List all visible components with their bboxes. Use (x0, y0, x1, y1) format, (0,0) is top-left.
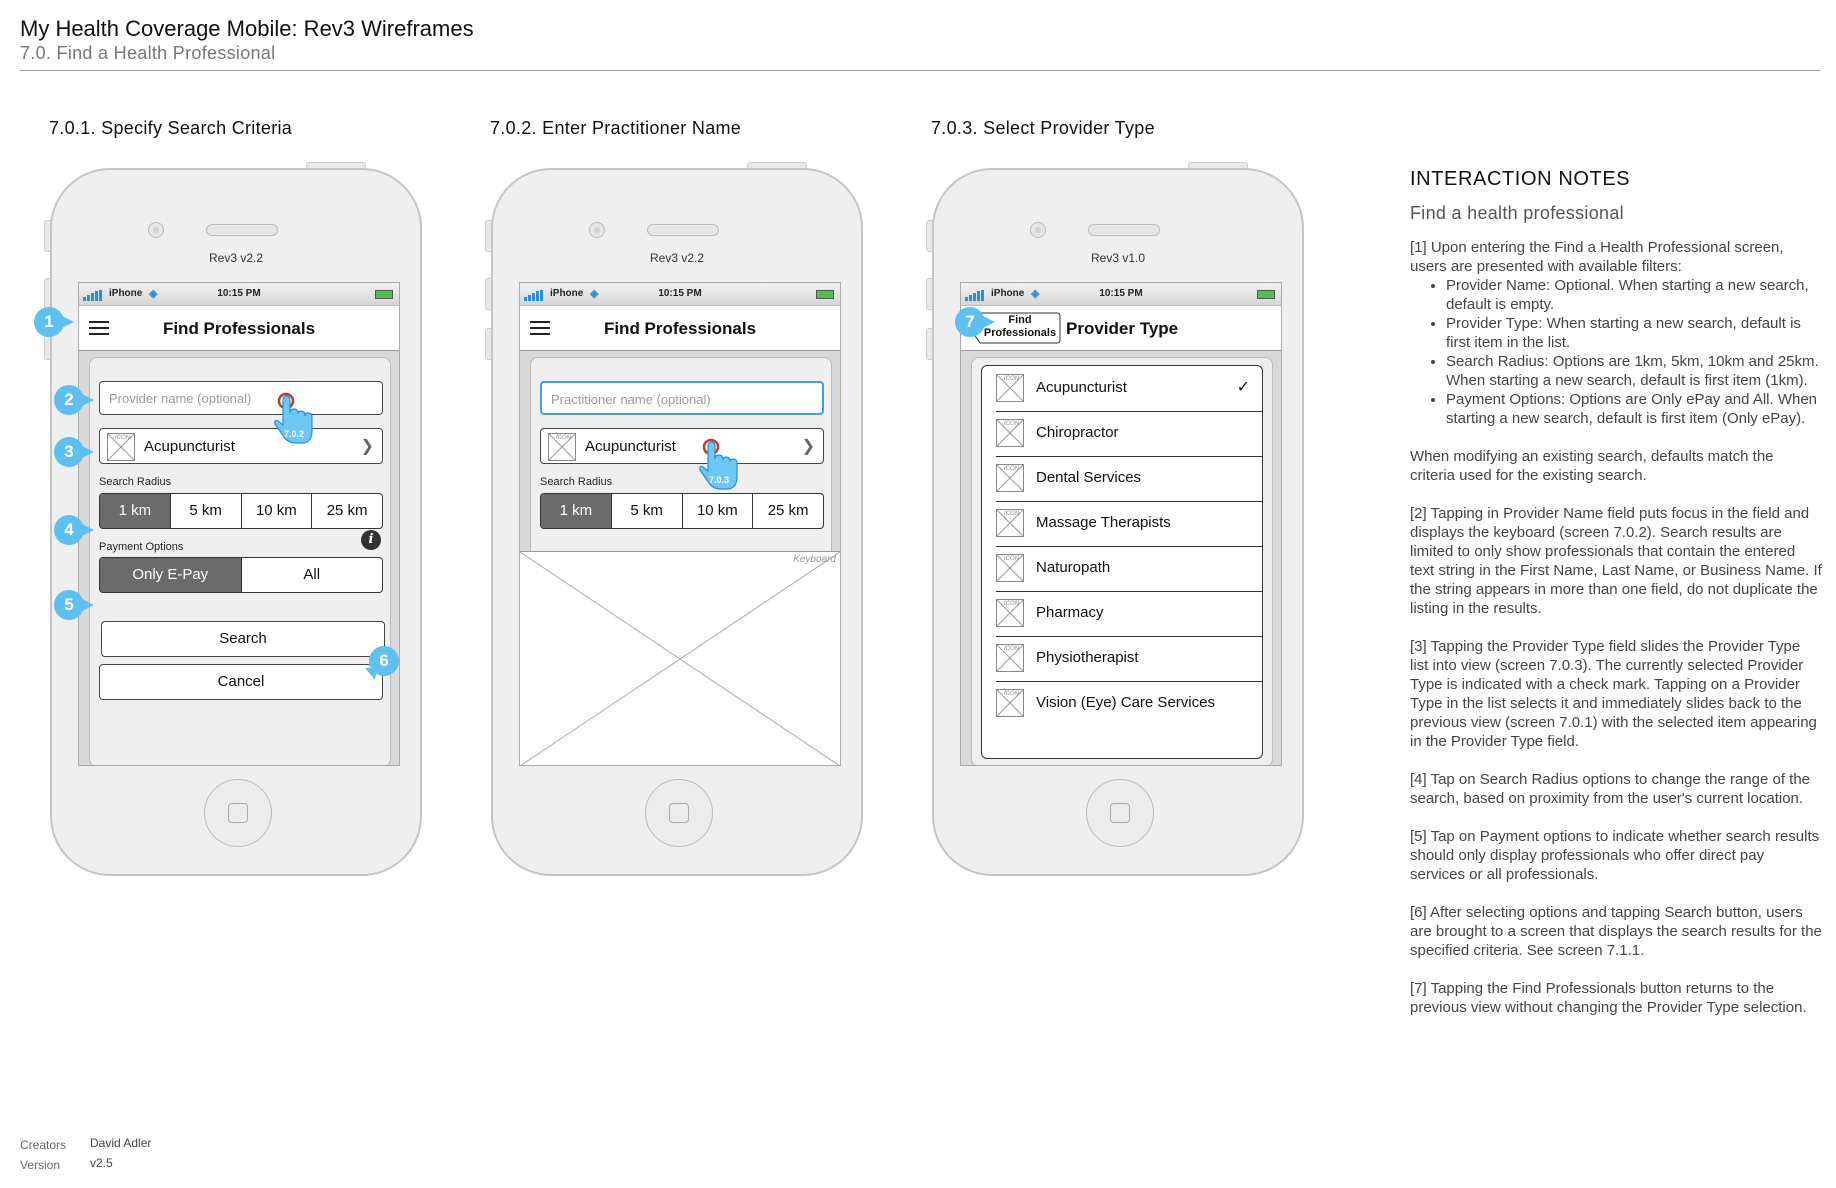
list-item[interactable] (996, 456, 1262, 502)
tap-target-label: 7.0.3 (708, 475, 730, 485)
icon-placeholder-label: ICON (1004, 466, 1019, 472)
phone-body (932, 168, 1304, 876)
callout-6: 6 (369, 646, 399, 676)
home-button[interactable] (1086, 779, 1154, 847)
search-radius-segmented-control (99, 493, 383, 529)
radius-option-10km[interactable]: 10 km (241, 494, 312, 528)
note-6: [6] After selecting options and tapping Search button, users are brought to a screen that displays the search results for the specified criteria. See screen 7.1.1. (1410, 904, 1822, 959)
nav-bar (520, 306, 840, 351)
document-title: My Health Coverage Mobile: Rev3 Wireframes (20, 16, 474, 41)
phone-screen (78, 282, 400, 766)
phone-screen (960, 282, 1282, 766)
phone-screen (519, 282, 841, 766)
icon-placeholder-label: ICON (556, 435, 571, 441)
home-button[interactable] (204, 779, 272, 847)
provider-type-icon (996, 374, 1024, 402)
payment-options-label: Payment Options (99, 541, 184, 553)
document-subtitle: 7.0. Find a Health Professional (20, 43, 276, 63)
phone-body (50, 168, 422, 876)
nav-title: Provider Type (1066, 319, 1179, 338)
radius-option-25km[interactable]: 25 km (311, 494, 382, 528)
callout-3: 3 (54, 437, 84, 467)
icon-placeholder-label: ICON (1004, 511, 1019, 517)
speaker (206, 224, 278, 236)
battery-icon (375, 290, 393, 299)
revision-label: Rev3 v2.2 (649, 251, 705, 265)
list-item[interactable] (996, 546, 1262, 592)
chevron-right-icon: ❯ (801, 438, 815, 455)
carrier-label: iPhone (991, 288, 1025, 299)
provider-type-icon (996, 509, 1024, 537)
status-bar (79, 283, 399, 306)
nav-title: Find Professionals (162, 319, 316, 338)
creators-value: David Adler (90, 1136, 152, 1150)
icon-placeholder-label: ICON (1004, 601, 1019, 607)
provider-type-value: Acupuncturist (585, 438, 676, 455)
phone-mockup-1 (50, 168, 426, 880)
note-2: [2] Tapping in Provider Name field puts focus in the field and displays the keyboard (screen 7.0.2). Search results are limited to only show professionals that contain the entered text string in the First Name, Last Name, or Business Name. If the string appears in more than one field, do not duplicate the listing in the results. (1410, 505, 1822, 617)
provider-type-icon (996, 419, 1024, 447)
provider-type-icon (107, 433, 135, 461)
icon-placeholder-label: ICON (1004, 691, 1019, 697)
creators-label: Creators (20, 1138, 67, 1152)
interaction-notes (1410, 168, 1822, 1036)
provider-type-value: Acupuncturist (144, 438, 235, 455)
provider-type-icon (996, 599, 1024, 627)
note-7: [7] Tapping the Find Professionals button returns to the previous view without changing the Provider Type selection. (1410, 980, 1807, 1016)
callout-7: 7 (955, 307, 985, 337)
version-value: v2.5 (90, 1156, 113, 1170)
note-5: [5] Tap on Payment options to indicate whether search results should only display professionals who offer direct pay services or all professionals. (1410, 828, 1820, 883)
wifi-icon: ◈ (1031, 288, 1040, 300)
callout-5: 5 (54, 590, 84, 620)
nav-bar (79, 306, 399, 351)
back-button-label: Find Professionals (983, 314, 1057, 339)
chevron-right-icon: ❯ (360, 438, 374, 455)
list-item[interactable] (996, 591, 1262, 637)
search-radius-label: Search Radius (99, 476, 172, 488)
payment-option-all[interactable]: All (241, 558, 383, 592)
radius-option-10km[interactable]: 10 km (682, 494, 753, 528)
provider-type-selector[interactable] (99, 428, 383, 464)
note-1-bullet: • Payment Options: Options are Only ePay and All. When starting a new search, default is first item (Only ePay). (1446, 390, 1822, 428)
note-1-bullet: • Search Radius: Options are 1km, 5km, 10km and 25km. When starting a new search, default is first item (1km). (1446, 352, 1822, 390)
revision-label: Rev3 v1.0 (1090, 251, 1146, 265)
nav-title: Find Professionals (603, 319, 757, 338)
provider-type-icon (996, 554, 1024, 582)
carrier-label: iPhone (550, 288, 584, 299)
radius-option-1km[interactable]: 1 km (541, 494, 611, 528)
practitioner-name-field[interactable] (540, 381, 824, 415)
screen-1-title: 7.0.1. Specify Search Criteria (49, 118, 293, 138)
practitioner-name-placeholder: Practitioner name (optional) (551, 392, 711, 407)
home-button[interactable] (645, 779, 713, 847)
provider-type-selector[interactable] (540, 428, 824, 464)
icon-placeholder-label: ICON (1004, 646, 1019, 652)
wifi-icon: ◈ (149, 288, 158, 300)
callout-2: 2 (54, 385, 84, 415)
list-item-label: Massage Therapists (1036, 514, 1171, 531)
provider-type-icon (996, 644, 1024, 672)
callout-1: 1 (34, 307, 64, 337)
keyboard-placeholder[interactable] (520, 551, 840, 766)
wifi-icon: ◈ (590, 288, 599, 300)
speaker (1088, 224, 1160, 236)
cancel-button[interactable]: Cancel (99, 664, 383, 700)
list-item[interactable] (996, 411, 1262, 457)
screen-3-title: 7.0.3. Select Provider Type (931, 118, 1155, 138)
note-1-bullet: • Provider Type: When starting a new search, default is first item in the list. (1446, 314, 1822, 352)
list-item-label: Acupuncturist (1036, 379, 1127, 396)
list-item[interactable] (996, 366, 1262, 412)
radius-option-5km[interactable]: 5 km (170, 494, 241, 528)
search-radius-segmented-control (540, 493, 824, 529)
list-item-label: Pharmacy (1036, 604, 1104, 621)
icon-placeholder-label: ICON (1004, 376, 1019, 382)
status-time: 10:15 PM (217, 288, 261, 299)
tap-hand-icon (272, 391, 316, 447)
speaker (647, 224, 719, 236)
list-item-label: Physiotherapist (1036, 649, 1139, 666)
info-icon[interactable]: i (361, 530, 381, 550)
list-item-label: Dental Services (1036, 469, 1142, 486)
version-label: Version (20, 1158, 61, 1172)
status-time: 10:15 PM (658, 288, 702, 299)
provider-type-icon (996, 689, 1024, 717)
notes-subheading: Find a health professional (1410, 203, 1624, 223)
camera (589, 222, 605, 238)
provider-name-placeholder: Provider name (optional) (109, 391, 252, 406)
phone-mockup-2 (491, 168, 867, 880)
notes-heading: INTERACTION NOTES (1410, 168, 1631, 190)
icon-placeholder-label: ICON (115, 435, 130, 441)
tap-hand-icon (697, 437, 741, 493)
icon-placeholder-label: ICON (1004, 556, 1019, 562)
provider-type-icon (996, 464, 1024, 492)
provider-name-field[interactable] (99, 381, 383, 415)
list-item-label: Vision (Eye) Care Services (1036, 694, 1215, 711)
list-item-label: Chiropractor (1036, 424, 1119, 441)
payment-options-segmented-control (99, 557, 383, 593)
carrier-label: iPhone (109, 288, 143, 299)
revision-label: Rev3 v2.2 (208, 251, 264, 265)
list-item-label: Naturopath (1036, 559, 1111, 576)
provider-type-list (981, 365, 1263, 759)
payment-option-only-epay[interactable]: Only E-Pay (100, 558, 241, 592)
icon-placeholder-label: ICON (1004, 421, 1019, 427)
nav-bar (961, 306, 1281, 351)
tap-target-label: 7.0.2 (283, 429, 305, 439)
status-bar (520, 283, 840, 306)
header-divider (20, 70, 1820, 71)
camera (148, 222, 164, 238)
note-1-bullet: • Provider Name: Optional. When starting a new search, default is empty. (1446, 276, 1822, 314)
radius-option-5km[interactable]: 5 km (611, 494, 682, 528)
search-radius-label: Search Radius (540, 476, 613, 488)
note-1b: When modifying an existing search, defaults match the criteria used for the existing search. (1410, 448, 1774, 484)
note-1-bullets (1410, 276, 1822, 428)
list-item[interactable] (996, 681, 1262, 726)
status-time: 10:15 PM (1099, 288, 1143, 299)
phone-body (491, 168, 863, 876)
screen-2-title: 7.0.2. Enter Practitioner Name (490, 118, 742, 138)
callout-4: 4 (54, 515, 84, 545)
list-item[interactable] (996, 636, 1262, 682)
list-item[interactable] (996, 501, 1262, 547)
camera (1030, 222, 1046, 238)
checkmark-icon: ✓ (1236, 379, 1250, 396)
status-bar (961, 283, 1281, 306)
phone-mockup-3 (932, 168, 1308, 880)
note-3: [3] Tapping the Provider Type field slides the Provider Type list into view (screen 7.0.3). The currently selected Provider Type is indicated with a check mark. Tapping on a Provider Type in the list selects it and immediately slides back to the previous view (screen 7.0.1) with the selected item appearing in the Provider Type field. (1410, 638, 1817, 750)
radius-option-25km[interactable]: 25 km (752, 494, 823, 528)
note-1: [1] Upon entering the Find a Health Professional screen, users are presented with available filters: (1410, 239, 1784, 275)
provider-type-icon (548, 433, 576, 461)
keyboard-placeholder-cross (520, 552, 840, 766)
note-4: [4] Tap on Search Radius options to change the range of the search, based on proximity from the user's current location. (1410, 771, 1811, 807)
radius-option-1km[interactable]: 1 km (100, 494, 170, 528)
search-button[interactable]: Search (101, 621, 385, 657)
keyboard-label: Keyboard (793, 554, 836, 565)
battery-icon (1257, 290, 1275, 299)
battery-icon (816, 290, 834, 299)
